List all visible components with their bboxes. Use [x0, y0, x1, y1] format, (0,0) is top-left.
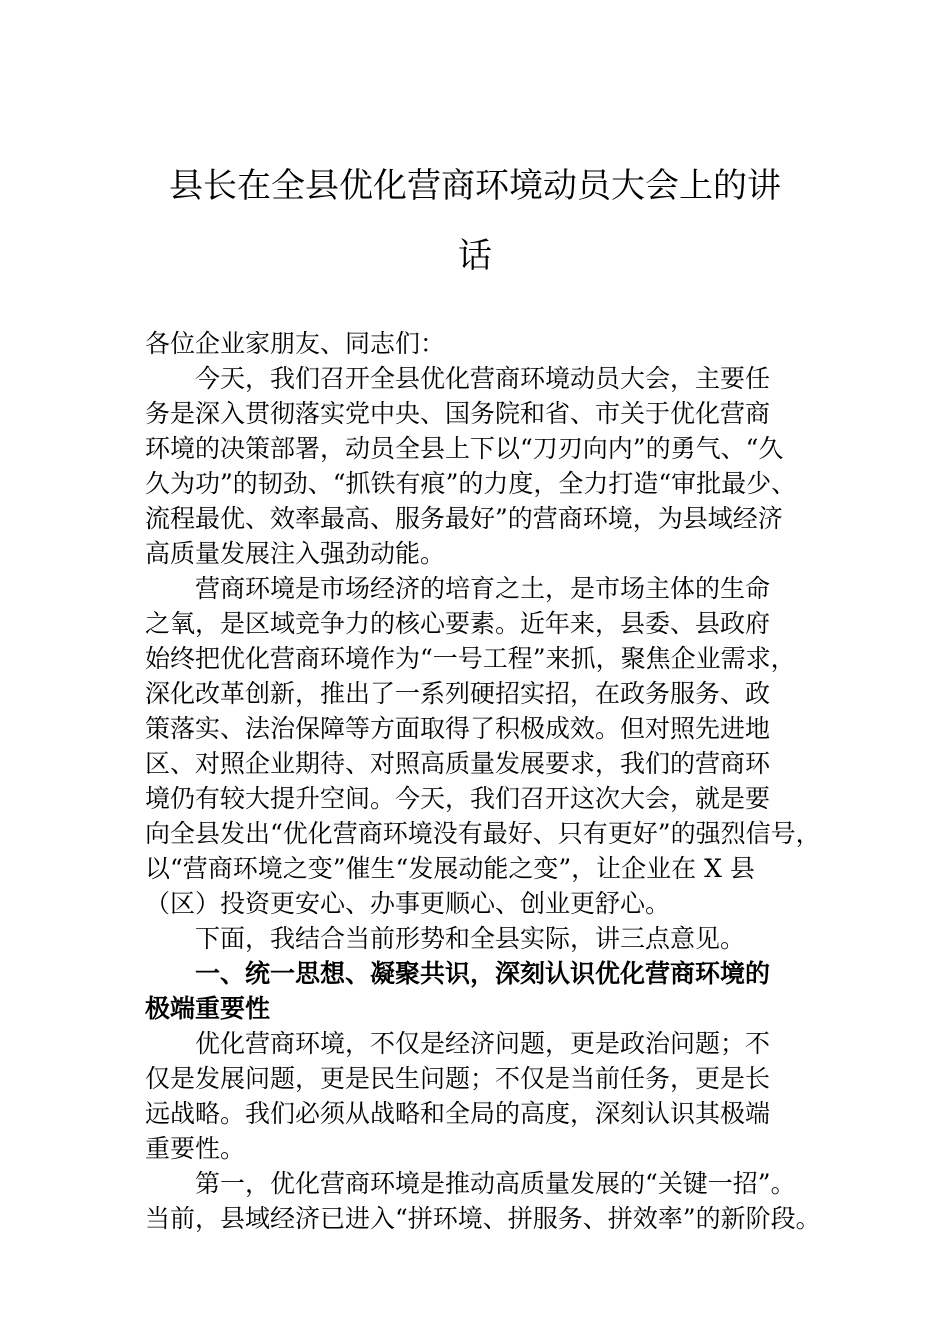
- body-text-line: 流程最优、效率最高、服务最好”的营商环境，为县域经济: [145, 504, 783, 533]
- body-text-line: 以“营商环境之变”催生“发展动能之变”，让企业在 X 县: [145, 854, 755, 883]
- body-text-line: 各位企业家朋友、同志们：: [145, 329, 446, 358]
- body-text-line: 久为功”的韧劲、“抓铁有痕”的力度，全力打造“审批最少、: [145, 469, 797, 498]
- body-text-line: 当前，县域经济已进入“拼环境、拼服务、拼效率”的新阶段。: [145, 1204, 821, 1233]
- body-text-line: （区）投资更安心、办事更顺心、创业更舒心。: [145, 889, 671, 918]
- body-text-line: 远战略。我们必须从战略和全局的高度，深刻认识其极端: [145, 1099, 771, 1128]
- body-text-line: 营商环境是市场经济的培育之土，是市场主体的生命: [195, 574, 771, 603]
- body-text-line: 高质量发展注入强劲动能。: [145, 539, 446, 568]
- body-text-line: 策落实、法治保障等方面取得了积极成效。但对照先进地: [145, 714, 771, 743]
- document-body: [145, 326, 825, 1236]
- body-text-line: 始终把优化营商环境作为“一号工程”来抓，聚焦企业需求，: [145, 644, 796, 673]
- body-text-line: 之氧，是区域竞争力的核心要素。近年来，县委、县政府: [145, 609, 771, 638]
- body-text-line: 今天，我们召开全县优化营商环境动员大会，主要任: [195, 364, 771, 393]
- body-text-line: 深化改革创新，推出了一系列硬招实招，在政务服务、政: [145, 679, 771, 708]
- section-heading-line: 一、统一思想、凝聚共识，深刻认识优化营商环境的: [195, 959, 771, 988]
- section-heading-line: 极端重要性: [145, 994, 271, 1023]
- body-text-line: 第一，优化营商环境是推动高质量发展的“关键一招”。: [195, 1169, 796, 1198]
- body-text-line: 下面，我结合当前形势和全县实际，讲三点意见。: [195, 924, 746, 953]
- body-text-line: 仅是发展问题，更是民生问题；不仅是当前任务，更是长: [145, 1064, 771, 1093]
- body-text-line: 境仍有较大提升空间。今天，我们召开这次大会，就是要: [145, 784, 771, 813]
- body-text-line: 务是深入贯彻落实党中央、国务院和省、市关于优化营商: [145, 399, 771, 428]
- body-text-line: 环境的决策部署，动员全县上下以“刀刃向内”的勇气、“久: [145, 434, 784, 463]
- body-text-line: 向全县发出“优化营商环境没有最好、只有更好”的强烈信号，: [145, 819, 821, 848]
- body-text-line: 重要性。: [145, 1134, 246, 1163]
- document-title-line-2: 话: [458, 236, 492, 276]
- document-title-line-1: 县长在全县优化营商环境动员大会上的讲: [169, 166, 781, 206]
- body-text-line: 区、对照企业期待、对照高质量发展要求，我们的营商环: [145, 749, 771, 778]
- body-text-line: 优化营商环境，不仅是经济问题，更是政治问题；不: [195, 1029, 771, 1058]
